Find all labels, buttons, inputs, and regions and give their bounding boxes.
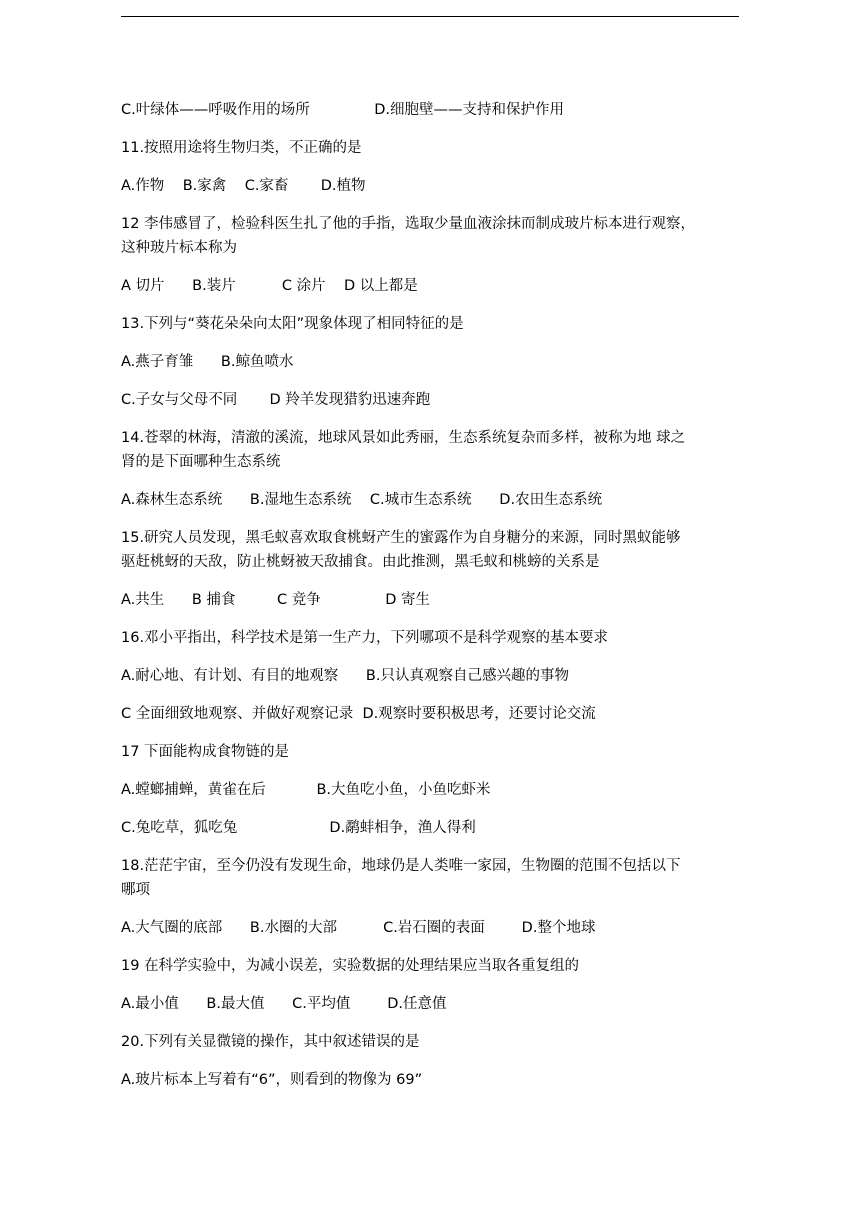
question-13-stem: 13.下列与“葵花朵朵向太阳”现象体现了相同特征的是	[121, 316, 464, 332]
question-11-options: A.作物 B.家禽 C.家畜 D.植物	[121, 178, 366, 194]
question-14-stem-line-1: 14.苍翠的林海，清澈的溪流，地球风景如此秀丽，生态系统复杂而多样，被称为地 球之	[121, 430, 686, 446]
question-19-options: A.最小值 B.最大值 C.平均值 D.任意值	[121, 996, 447, 1012]
question-18-options: A.大气圈的底部 B.水圈的大部 C.岩石圈的表面 D.整个地球	[121, 920, 596, 936]
question-17-stem: 17 下面能构成食物链的是	[121, 744, 290, 760]
question-10-options-cd: C.叶绿体——呼吸作用的场所 D.细胞壁——支持和保护作用	[121, 102, 565, 118]
question-14-stem-line-2: 肾的是下面哪种生态系统	[121, 454, 281, 470]
question-11-stem: 11.按照用途将生物归类，不正确的是	[121, 140, 362, 156]
question-15-stem-line-1: 15.研究人员发现，黑毛蚁喜欢取食桃蚜产生的蜜露作为自身糖分的来源，同时黑蚁能够	[121, 530, 681, 546]
question-16-options-ab: A.耐心地、有计划、有目的地观察 B.只认真观察自己感兴趣的事物	[121, 668, 569, 684]
question-20-option-a: A.玻片标本上写着有“6”，则看到的物像为 69”	[121, 1072, 423, 1088]
question-16-stem: 16.邓小平指出，科学技术是第一生产力，下列哪项不是科学观察的基本要求	[121, 630, 609, 646]
question-20-stem: 20.下列有关显微镜的操作，其中叙述错误的是	[121, 1034, 420, 1050]
question-13-options-cd: C.子女与父母不同 D 羚羊发现猎豹迅速奔跑	[121, 392, 431, 408]
question-12-stem-line-1: 12 李伟感冒了，检验科医生扎了他的手指，选取少量血液涂抹而制成玻片标本进行观察，	[121, 216, 696, 232]
question-17-options-ab: A.螳螂捕蝉，黄雀在后 B.大鱼吃小鱼，小鱼吃虾米	[121, 782, 491, 798]
question-18-stem-line-1: 18.茫茫宇宙，至今仍没有发现生命，地球仍是人类唯一家园，生物圈的范围不包括以下	[121, 858, 681, 874]
header-rule	[121, 16, 739, 17]
question-13-options-ab: A.燕子育雏 B.鲸鱼喷水	[121, 354, 294, 370]
question-14-options: A.森林生态系统 B.湿地生态系统 C.城市生态系统 D.农田生态系统	[121, 492, 603, 508]
question-12-options: A 切片 B.装片 C 涂片 D 以上都是	[121, 278, 418, 294]
question-17-options-cd: C.兔吃草，狐吃兔 D.鹬蚌相争，渔人得利	[121, 820, 476, 836]
question-16-options-cd: C 全面细致地观察、并做好观察记录 D.观察时要积极思考，还要讨论交流	[121, 706, 596, 722]
question-18-stem-line-2: 哪项	[121, 882, 150, 898]
question-12-stem-line-2: 这种玻片标本称为	[121, 240, 237, 256]
question-19-stem: 19 在科学实验中，为减小误差，实验数据的处理结果应当取各重复组的	[121, 958, 580, 974]
question-15-options: A.共生 B 捕食 C 竞争 D 寄生	[121, 592, 431, 608]
question-15-stem-line-2: 驱赶桃蚜的天敌，防止桃蚜被天敌捕食。由此推测，黑毛蚁和桃螃的关系是	[121, 554, 600, 570]
